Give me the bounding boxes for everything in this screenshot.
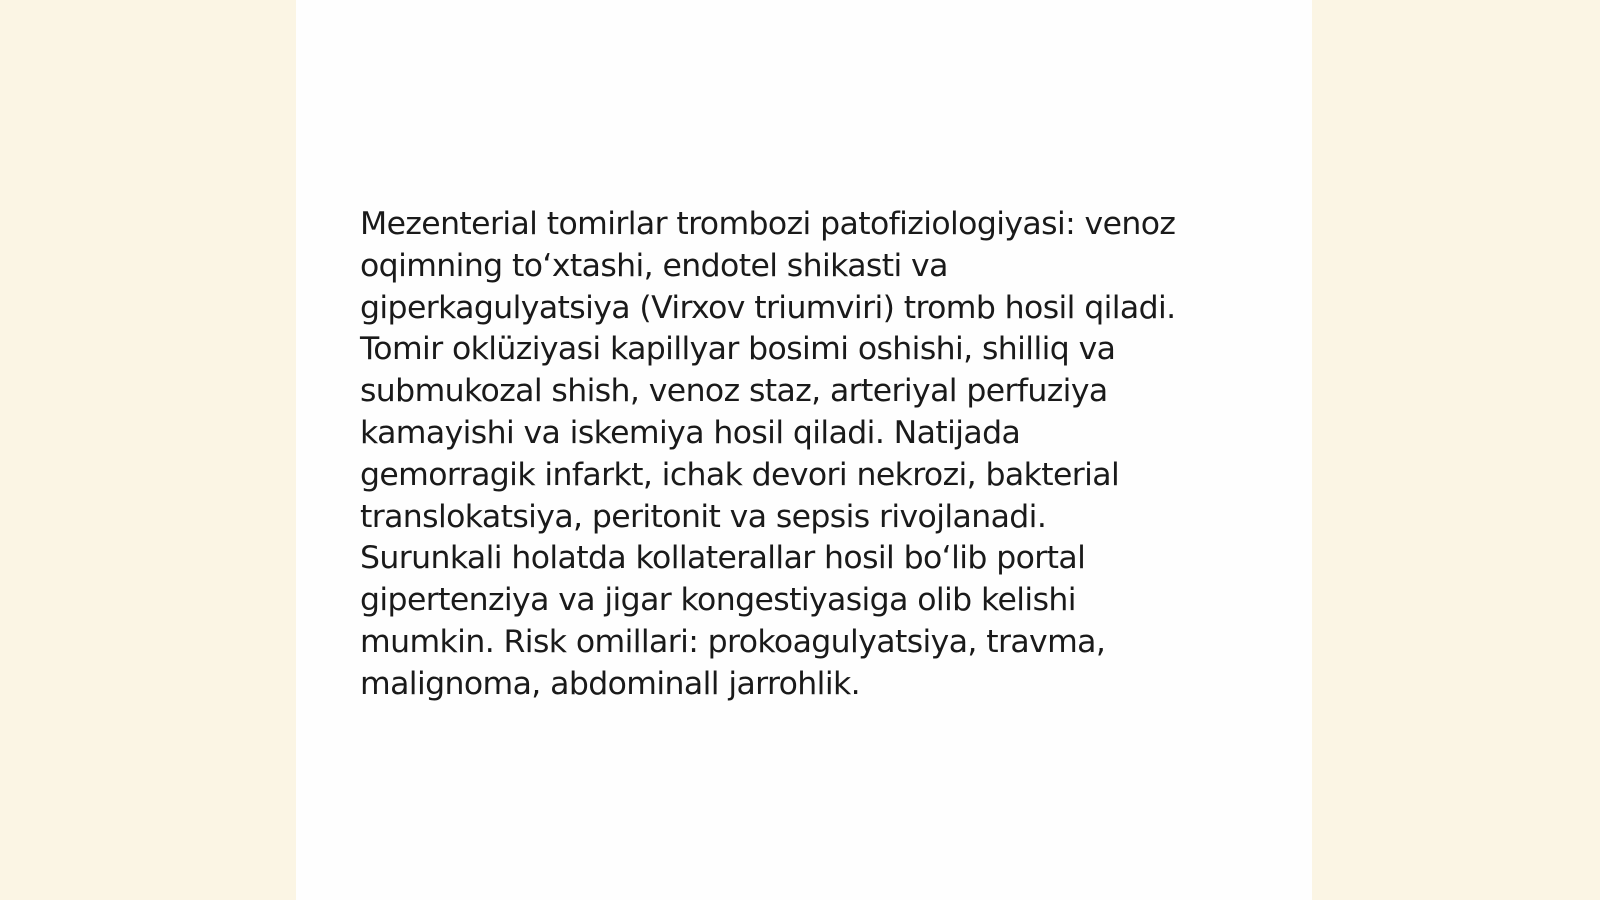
body-line: gemorragik infarkt, ichak devori nekrozi, bakterial — [360, 456, 1120, 493]
body-line: translokatsiya, peritonit va sepsis rivojlanadi. — [360, 498, 1047, 535]
left-margin — [0, 0, 296, 900]
slide-body-text — [360, 204, 1260, 706]
body-line: Mezenterial tomirlar trombozi patofiziologiyasi: venoz — [360, 206, 1176, 242]
body-line: oqimning to‘xtashi, endotel shikasti va — [360, 247, 948, 284]
body-line: giperkagulyatsiya (Virxov triumviri) tromb hosil qiladi. — [360, 289, 1176, 326]
body-line: gipertenziya va jigar kongestiyasiga olib kelishi — [360, 582, 1076, 619]
body-line: kamayishi va iskemiya hosil qiladi. Natijada — [360, 414, 1021, 451]
slide — [296, 0, 1312, 900]
body-line: Surunkali holatda kollaterallar hosil bo‘lib portal — [360, 540, 1086, 577]
right-margin — [1312, 0, 1600, 900]
body-line: submukozal shish, venoz staz, arteriyal perfuziya — [360, 373, 1108, 410]
body-line: mumkin. Risk omillari: prokoagulyatsiya, travma, — [360, 623, 1106, 660]
body-line: malignoma, abdominall jarrohlik. — [360, 665, 861, 702]
body-line: Tomir oklüziyasi kapillyar bosimi oshishi, shilliq va — [360, 331, 1116, 368]
